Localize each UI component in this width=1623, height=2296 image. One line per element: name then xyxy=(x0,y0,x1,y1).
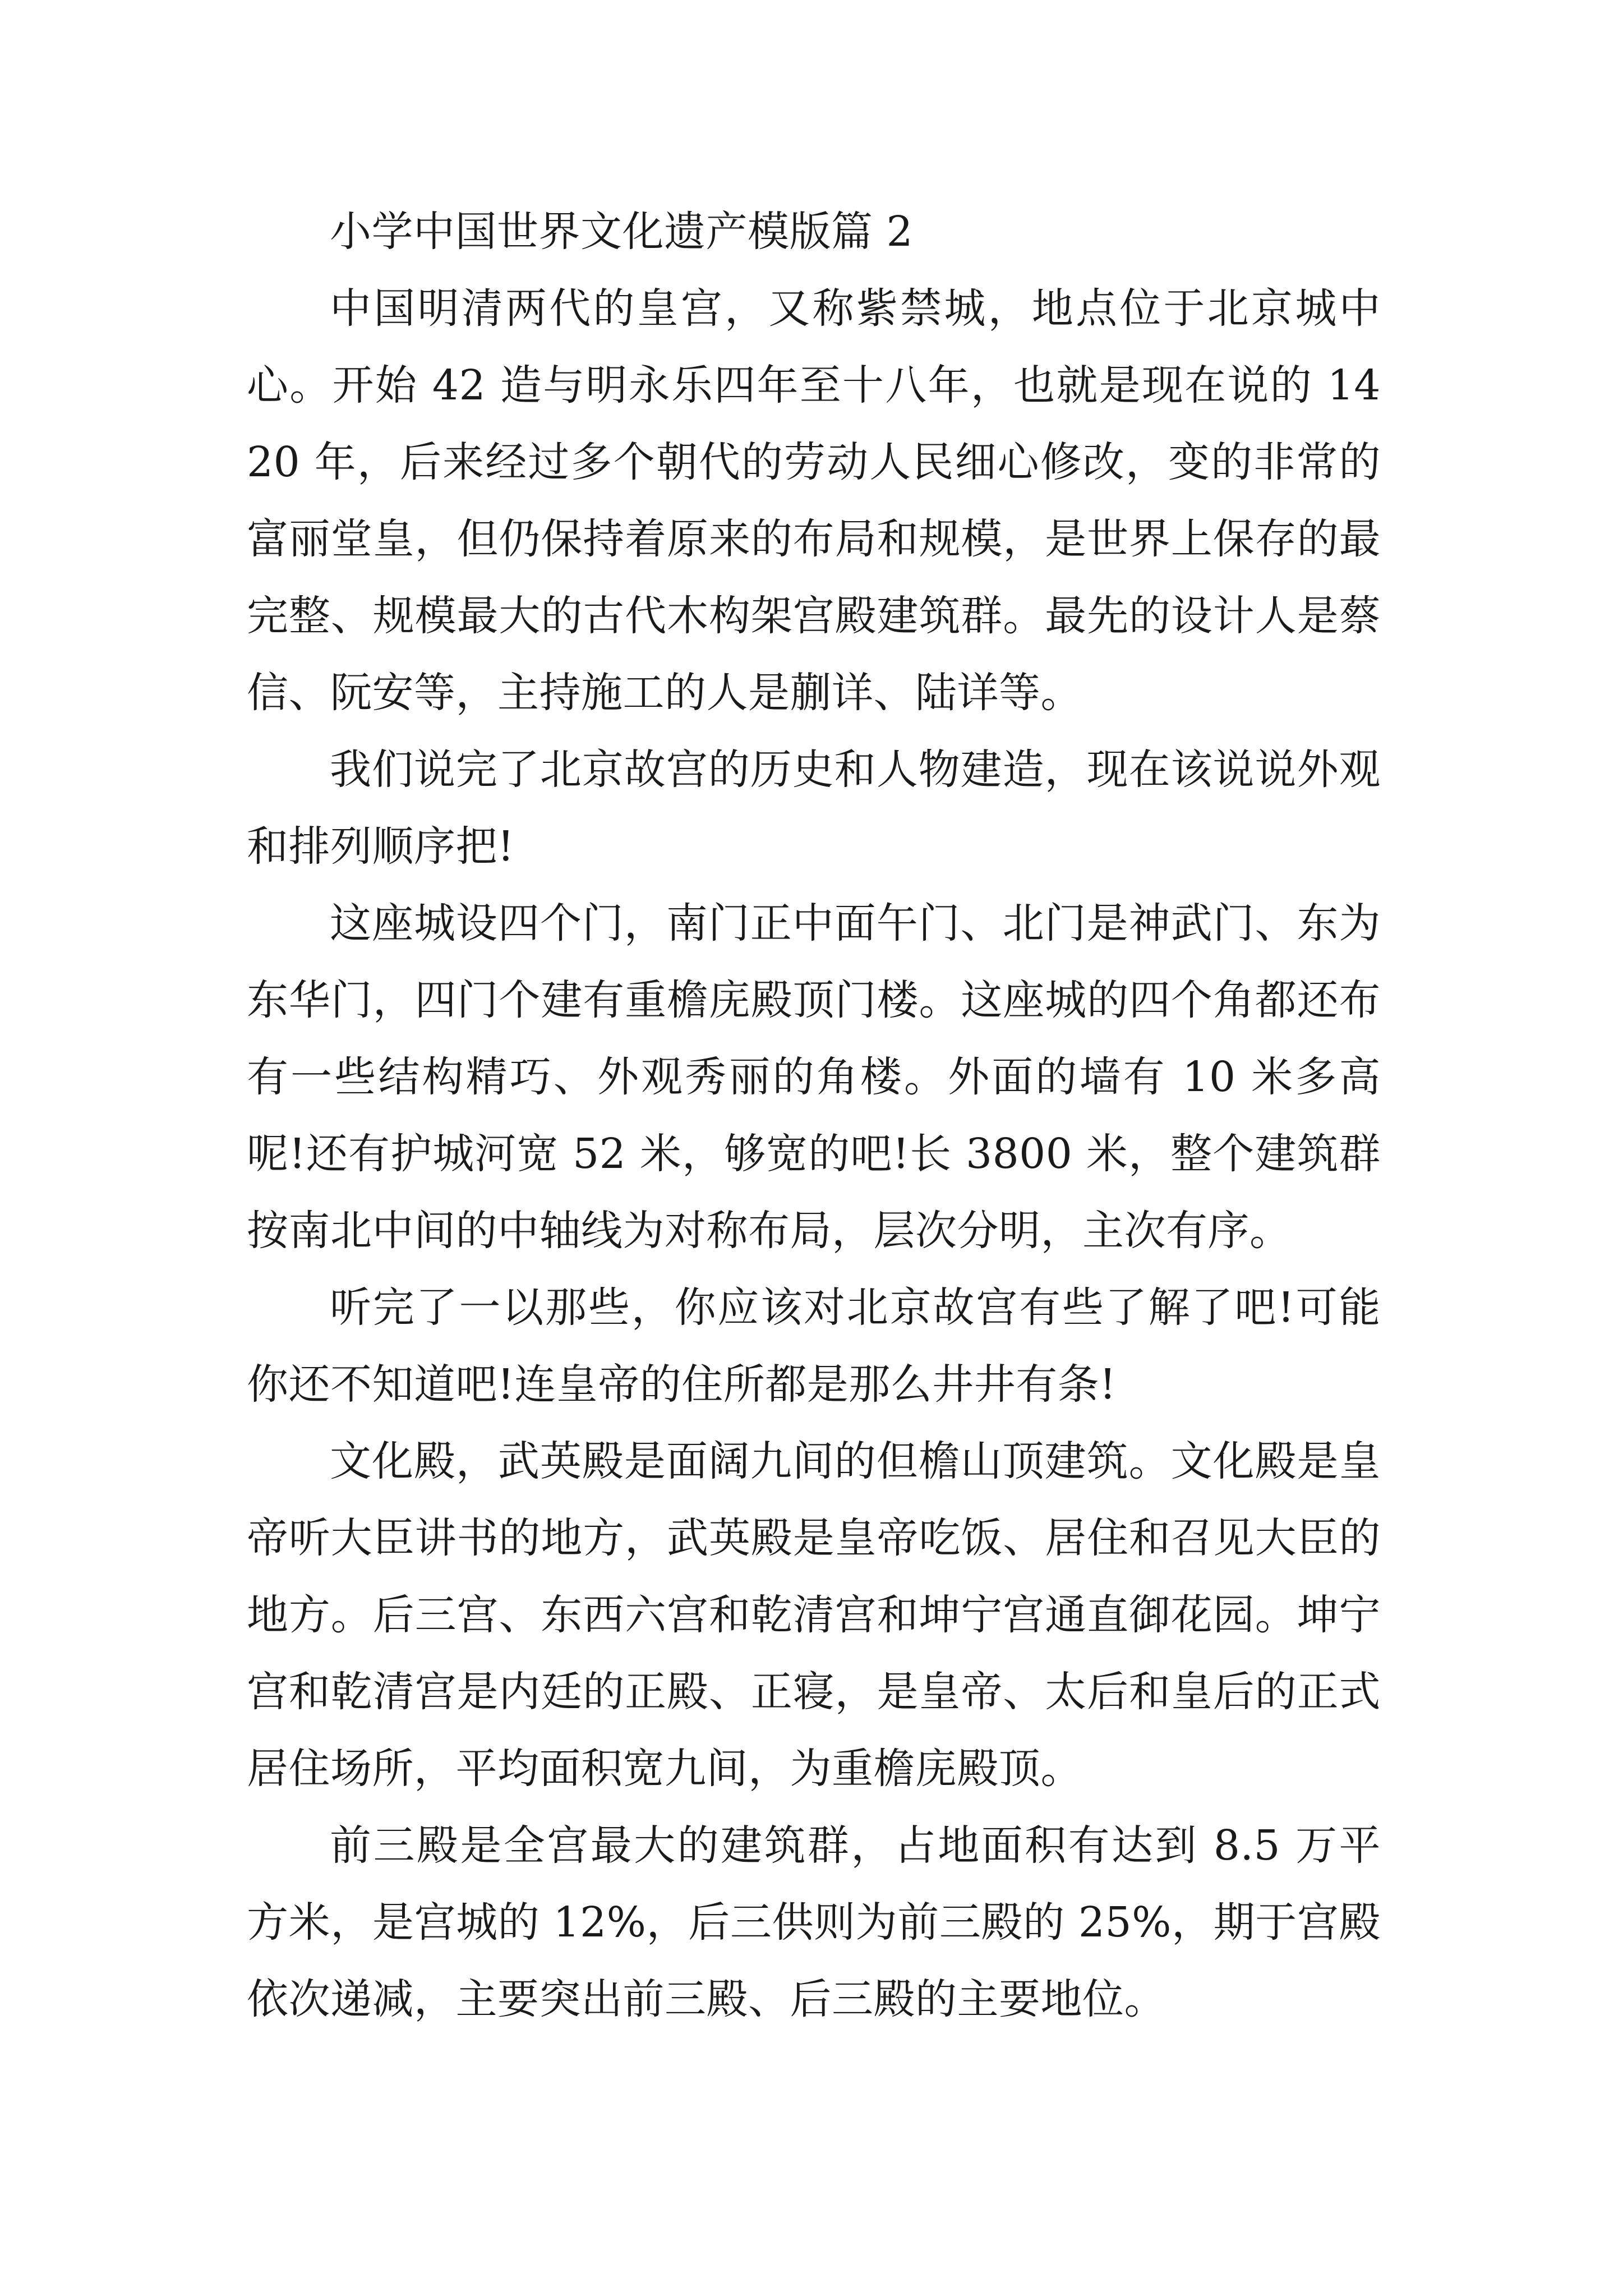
paragraph-3: 这座城设四个门，南门正中面午门、北门是神武门、东为东华门，四门个建有重檐庑殿顶门楼。这座城的四个角都还布有一些结构精巧、外观秀丽的角楼。外面的墙有 10 米多高呢!还有护城河宽 52 米，够宽的吧!长 3800 米，整个建筑群按南北中间的中轴线为对称布局，层次分明，主次有序。 xyxy=(247,899,1381,1255)
paragraph-2: 我们说完了北京故宫的历史和人物建造，现在该说说外观和排列顺序把! xyxy=(247,746,1381,871)
paragraph-6: 前三殿是全宫最大的建筑群，占地面积有达到 8.5 万平方米，是宫城的 12%，后三供则为前三殿的 25%，期于宫殿依次递减，主要突出前三殿、后三殿的主要地位。 xyxy=(247,1821,1381,2023)
paragraph-4: 听完了一以那些，你应该对北京故宫有些了解了吧!可能你还不知道吧!连皇帝的住所都是那么井井有条! xyxy=(247,1283,1381,1409)
paragraph-5: 文化殿，武英殿是面阔九间的但檐山顶建筑。文化殿是皇帝听大臣讲书的地方，武英殿是皇帝吃饭、居住和召见大臣的地方。后三宫、东西六宫和乾清宫和坤宁宫通直御花园。坤宁宫和乾清宫是内廷的正殿、正寝，是皇帝、太后和皇后的正式居住场所，平均面积宽九间，为重檐庑殿顶。 xyxy=(247,1437,1381,1793)
document-title: 小学中国世界文化遗产模版篇 2 xyxy=(330,208,914,256)
document-body xyxy=(247,194,1381,2038)
paragraph-1: 中国明清两代的皇宫，又称紫禁城，地点位于北京城中心。开始 42 造与明永乐四年至十八年，也就是现在说的 1420 年，后来经过多个朝代的劳动人民细心修改，变的非常的富丽堂皇，但仍保持着原来的布局和规模，是世界上保存的最完整、规模最大的古代木构架宫殿建筑群。最先的设计人是蔡信、阮安等，主持施工的人是蒯详、陆详等。 xyxy=(247,284,1381,717)
